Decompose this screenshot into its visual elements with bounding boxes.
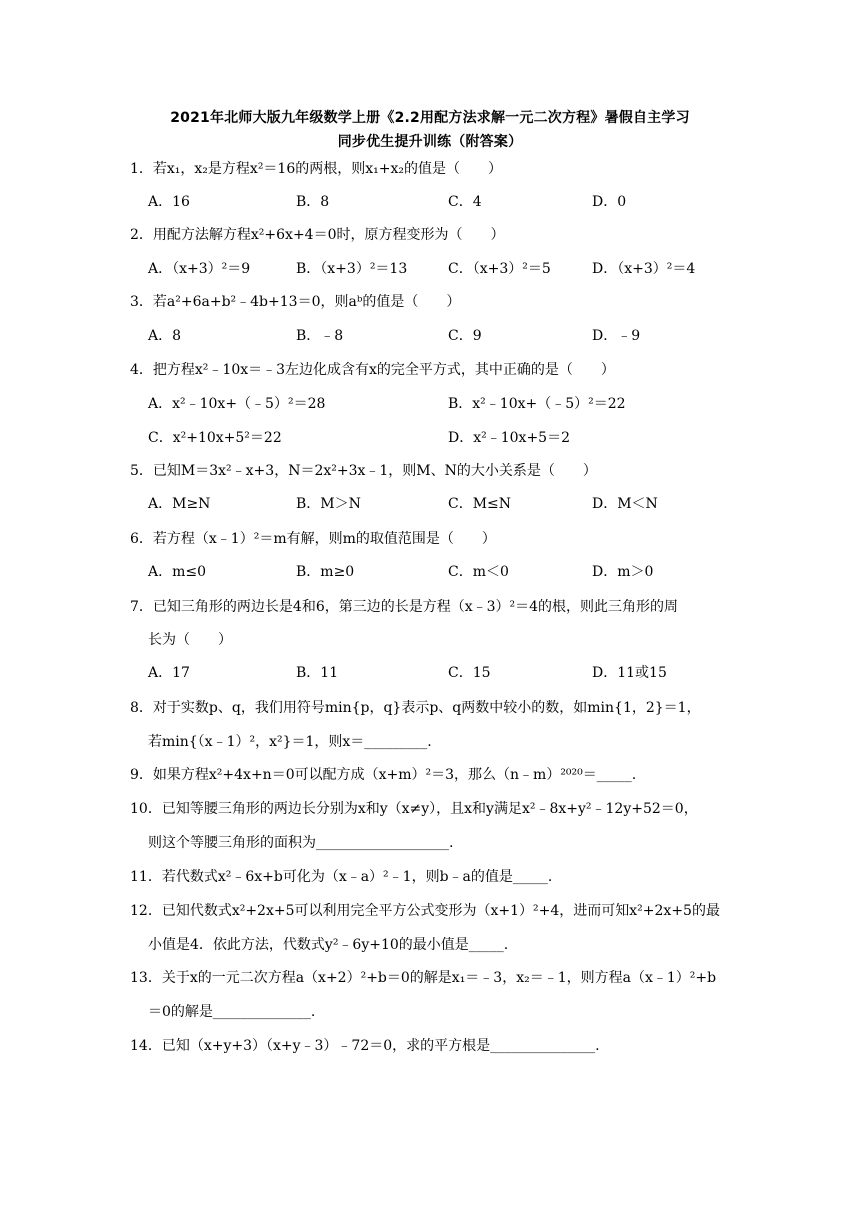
question-1-text: 1．若x₁，x₂是方程x²＝16的两根，则x₁+x₂的值是（ ）	[130, 161, 502, 177]
question-12-text-cont: 小值是4．依此方法，代数式y²﹣6y+10的最小值是_____.	[148, 937, 509, 953]
question-4-text: 4．把方程x²﹣10x＝﹣3左边化成含有x的完全平方式，其中正确的是（ ）	[130, 362, 615, 378]
q5-option-c: C．M≤N	[448, 496, 512, 512]
question-14-text: 14．已知（x+y+3）（x+y﹣3）﹣72＝0，求的平方根是_______________.	[130, 1038, 600, 1054]
question-2-text: 2．用配方法解方程x²+6x+4＝0时，原方程变形为（ ）	[130, 227, 505, 243]
q6-option-c: C．m＜0	[448, 564, 509, 580]
q2-option-c: C．（x+3）²＝5	[448, 261, 551, 277]
q1-option-b: B．8	[296, 194, 330, 210]
document-title-line2: 同步优生提升训练（附答案）	[337, 134, 523, 150]
q2-option-a: A．（x+3）²＝9	[148, 261, 251, 277]
question-7-text-cont: 长为（ ）	[148, 632, 232, 648]
q5-option-d: D．M＜N	[592, 496, 658, 512]
question-8-text: 8．对于实数p、q，我们用符号min{p，q}表示p、q两数中较小的数，如min{1，2}＝1，	[130, 700, 701, 716]
question-13-text: 13．关于x的一元二次方程a（x+2）²+b＝0的解是x₁＝﹣3，x₂＝﹣1，则方程a（x﹣1）²+b	[130, 970, 717, 986]
q3-option-b: B．﹣8	[296, 328, 344, 344]
q1-option-c: C．4	[448, 194, 482, 210]
q4-option-d: D．x²﹣10x+5＝2	[448, 430, 570, 446]
question-5-text: 5．已知M＝3x²﹣x+3，N＝2x²+3x﹣1，则M、N的大小关系是（ ）	[130, 463, 597, 479]
question-8-text-cont: 若min{（x﹣1）²，x²}＝1，则x＝_________.	[148, 734, 432, 750]
question-7-text: 7．已知三角形的两边长是4和6，第三边的长是方程（x﹣3）²＝4的根，则此三角形的周	[130, 599, 679, 615]
q3-option-a: A．8	[148, 328, 182, 344]
question-11-text: 11．若代数式x²﹣6x+b可化为（x﹣a）²﹣1，则b﹣a的值是_____.	[130, 869, 553, 885]
q7-option-c: C．15	[448, 665, 491, 681]
q7-option-b: B．11	[296, 665, 339, 681]
q7-option-d: D．11或15	[592, 665, 667, 681]
q4-option-c: C．x²+10x+5²＝22	[148, 430, 282, 446]
question-10-text: 10．已知等腰三角形的两边长分别为x和y（x≠y），且x和y满足x²﹣8x+y²﹣12y+52＝0，	[130, 801, 698, 817]
question-3-text: 3．若a²+6a+b²﹣4b+13＝0，则aᵇ的值是（ ）	[130, 294, 461, 310]
question-6-text: 6．若方程（x﹣1）²＝m有解，则m的取值范围是（ ）	[130, 531, 496, 547]
question-9-text: 9．如果方程x²+4x+n＝0可以配方成（x+m）²＝3，那么（n﹣m）²⁰²⁰＝_____.	[130, 767, 637, 783]
q6-option-b: B．m≥0	[296, 564, 355, 580]
q5-option-a: A．M≥N	[148, 496, 211, 512]
q5-option-b: B．M＞N	[296, 496, 361, 512]
question-12-text: 12．已知代数式x²+2x+5可以利用完全平方公式变形为（x+1）²+4，进而可知x²+2x+5的最	[130, 903, 720, 919]
q1-option-d: D．0	[592, 194, 627, 210]
q2-option-b: B．（x+3）²＝13	[296, 261, 408, 277]
q4-option-b: B．x²﹣10x+（﹣5）²＝22	[448, 396, 626, 412]
question-13-text-cont: ＝0的解是______________.	[148, 1004, 316, 1020]
q3-option-c: C．9	[448, 328, 482, 344]
q6-option-a: A．m≤0	[148, 564, 207, 580]
question-10-text-cont: 则这个等腰三角形的面积为___________________.	[148, 835, 454, 851]
q6-option-d: D．m＞0	[592, 564, 654, 580]
q1-option-a: A．16	[148, 194, 190, 210]
q3-option-d: D．﹣9	[592, 328, 641, 344]
document-title-line1: 2021年北师大版九年级数学上册《2.2用配方法求解一元二次方程》暑假自主学习	[170, 110, 690, 126]
q4-option-a: A．x²﹣10x+（﹣5）²＝28	[148, 396, 326, 412]
q2-option-d: D．（x+3）²＝4	[592, 261, 696, 277]
q7-option-a: A．17	[148, 665, 190, 681]
